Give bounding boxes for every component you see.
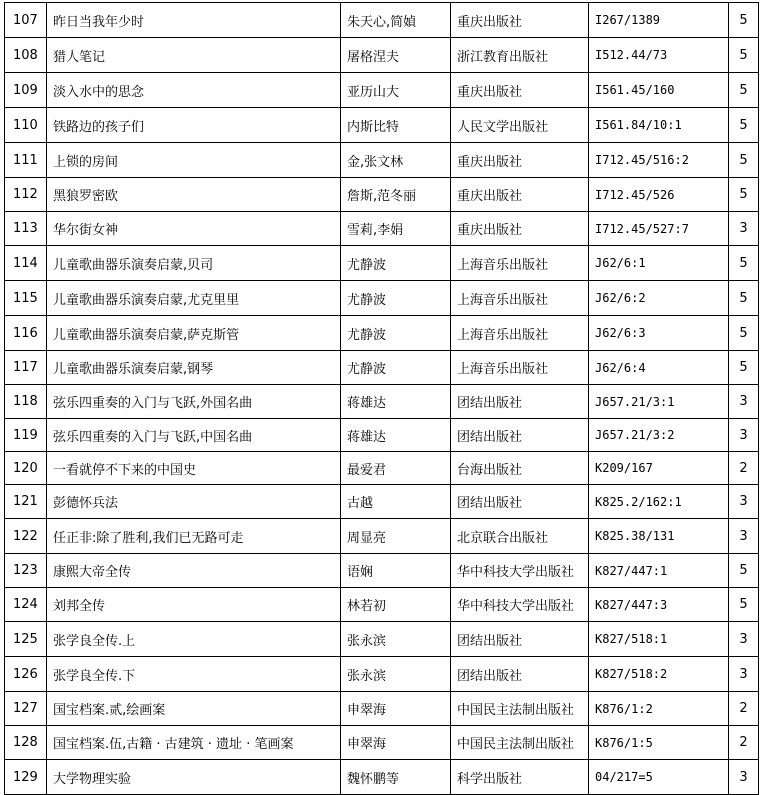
book-title: 猎人笔记 <box>47 38 341 73</box>
row-number: 107 <box>5 3 47 38</box>
row-number: 122 <box>5 519 47 554</box>
table-row <box>5 212 759 246</box>
table-row <box>5 588 759 622</box>
book-copies: 3 <box>729 657 759 692</box>
book-copies: 2 <box>729 692 759 726</box>
book-publisher: 科学出版社 <box>451 760 589 795</box>
book-call-number: I712.45/516:2 <box>589 143 729 178</box>
row-number: 108 <box>5 38 47 73</box>
book-call-number: J62/6:2 <box>589 281 729 316</box>
table-row <box>5 692 759 726</box>
book-title: 刘邦全传 <box>47 588 341 622</box>
book-title: 铁路边的孩子们 <box>47 108 341 143</box>
row-number: 128 <box>5 726 47 760</box>
book-call-number: K827/447:3 <box>589 588 729 622</box>
book-author: 雪莉,李娟 <box>341 212 451 246</box>
book-copies: 5 <box>729 178 759 212</box>
book-author: 尤静波 <box>341 281 451 316</box>
row-number: 121 <box>5 485 47 519</box>
table-row <box>5 419 759 452</box>
book-title: 淡入水中的思念 <box>47 73 341 108</box>
book-author: 申翠海 <box>341 692 451 726</box>
book-copies: 5 <box>729 73 759 108</box>
row-number: 125 <box>5 622 47 657</box>
book-call-number: J657.21/3:2 <box>589 419 729 452</box>
book-title: 大学物理实验 <box>47 760 341 795</box>
book-title: 任正非:除了胜利,我们已无路可走 <box>47 519 341 554</box>
book-title: 儿童歌曲器乐演奏启蒙,贝司 <box>47 246 341 281</box>
book-author: 蒋雄达 <box>341 419 451 452</box>
book-call-number: J657.21/3:1 <box>589 385 729 419</box>
book-publisher: 团结出版社 <box>451 485 589 519</box>
row-number: 118 <box>5 385 47 419</box>
table-row <box>5 143 759 178</box>
book-call-number: K876/1:2 <box>589 692 729 726</box>
row-number: 126 <box>5 657 47 692</box>
book-publisher: 上海音乐出版社 <box>451 351 589 385</box>
book-copies: 3 <box>729 519 759 554</box>
table-row <box>5 519 759 554</box>
book-title: 儿童歌曲器乐演奏启蒙,钢琴 <box>47 351 341 385</box>
book-title: 弦乐四重奏的入门与飞跃,中国名曲 <box>47 419 341 452</box>
book-copies: 5 <box>729 351 759 385</box>
row-number: 114 <box>5 246 47 281</box>
book-call-number: K827/447:1 <box>589 554 729 588</box>
book-publisher: 人民文学出版社 <box>451 108 589 143</box>
book-author: 尤静波 <box>341 246 451 281</box>
table-row <box>5 108 759 143</box>
book-copies: 3 <box>729 760 759 795</box>
table-row <box>5 38 759 73</box>
book-call-number: I512.44/73 <box>589 38 729 73</box>
book-author: 张永滨 <box>341 657 451 692</box>
book-title: 国宝档案.贰,绘画案 <box>47 692 341 726</box>
book-publisher: 团结出版社 <box>451 385 589 419</box>
book-author: 蒋雄达 <box>341 385 451 419</box>
row-number: 112 <box>5 178 47 212</box>
book-publisher: 中国民主法制出版社 <box>451 692 589 726</box>
book-publisher: 重庆出版社 <box>451 3 589 38</box>
book-title: 弦乐四重奏的入门与飞跃,外国名曲 <box>47 385 341 419</box>
table-row <box>5 760 759 795</box>
table-row <box>5 554 759 588</box>
book-title: 华尔街女神 <box>47 212 341 246</box>
book-author: 张永滨 <box>341 622 451 657</box>
book-publisher: 华中科技大学出版社 <box>451 588 589 622</box>
book-title: 一看就停不下来的中国史 <box>47 452 341 485</box>
book-call-number: K876/1:5 <box>589 726 729 760</box>
book-call-number: I712.45/527:7 <box>589 212 729 246</box>
book-author: 周显亮 <box>341 519 451 554</box>
book-publisher: 上海音乐出版社 <box>451 316 589 351</box>
book-copies: 5 <box>729 38 759 73</box>
table-row <box>5 3 759 38</box>
book-author: 内斯比特 <box>341 108 451 143</box>
row-number: 115 <box>5 281 47 316</box>
book-title: 儿童歌曲器乐演奏启蒙,尤克里里 <box>47 281 341 316</box>
book-publisher: 重庆出版社 <box>451 178 589 212</box>
book-copies: 5 <box>729 3 759 38</box>
book-call-number: K825.2/162:1 <box>589 485 729 519</box>
book-publisher: 团结出版社 <box>451 622 589 657</box>
book-author: 语娴 <box>341 554 451 588</box>
book-copies: 3 <box>729 622 759 657</box>
book-publisher: 重庆出版社 <box>451 212 589 246</box>
table-row <box>5 281 759 316</box>
row-number: 109 <box>5 73 47 108</box>
book-author: 尤静波 <box>341 351 451 385</box>
table-row <box>5 485 759 519</box>
book-copies: 3 <box>729 385 759 419</box>
book-title: 黑狼罗密欧 <box>47 178 341 212</box>
row-number: 111 <box>5 143 47 178</box>
book-publisher: 中国民主法制出版社 <box>451 726 589 760</box>
row-number: 110 <box>5 108 47 143</box>
book-author: 金,张文林 <box>341 143 451 178</box>
book-publisher: 华中科技大学出版社 <box>451 554 589 588</box>
book-author: 詹斯,范冬丽 <box>341 178 451 212</box>
book-title: 张学良全传.下 <box>47 657 341 692</box>
book-call-number: I712.45/526 <box>589 178 729 212</box>
book-title: 上锁的房间 <box>47 143 341 178</box>
book-copies: 5 <box>729 246 759 281</box>
book-copies: 3 <box>729 485 759 519</box>
book-copies: 5 <box>729 554 759 588</box>
table-row <box>5 385 759 419</box>
book-copies: 5 <box>729 108 759 143</box>
book-title: 国宝档案.伍,古籍 · 古建筑 · 遗址 · 笔画案 <box>47 726 341 760</box>
table-row <box>5 726 759 760</box>
book-publisher: 重庆出版社 <box>451 143 589 178</box>
row-number: 127 <box>5 692 47 726</box>
book-copies: 2 <box>729 452 759 485</box>
book-call-number: I561.84/10:1 <box>589 108 729 143</box>
row-number: 124 <box>5 588 47 622</box>
book-copies: 3 <box>729 419 759 452</box>
book-list-table <box>4 2 759 795</box>
table-row <box>5 452 759 485</box>
table-row <box>5 316 759 351</box>
book-author: 亚历山大 <box>341 73 451 108</box>
book-author: 古越 <box>341 485 451 519</box>
book-title: 彭德怀兵法 <box>47 485 341 519</box>
book-author: 朱天心,简媜 <box>341 3 451 38</box>
book-publisher: 浙江教育出版社 <box>451 38 589 73</box>
book-call-number: K209/167 <box>589 452 729 485</box>
row-number: 129 <box>5 760 47 795</box>
book-copies: 3 <box>729 212 759 246</box>
book-call-number: J62/6:4 <box>589 351 729 385</box>
table-row <box>5 178 759 212</box>
book-call-number: I267/1389 <box>589 3 729 38</box>
book-copies: 5 <box>729 143 759 178</box>
book-publisher: 上海音乐出版社 <box>451 246 589 281</box>
book-publisher: 北京联合出版社 <box>451 519 589 554</box>
book-call-number: K825.38/131 <box>589 519 729 554</box>
book-author: 最爱君 <box>341 452 451 485</box>
row-number: 116 <box>5 316 47 351</box>
book-author: 林若初 <box>341 588 451 622</box>
table-row <box>5 351 759 385</box>
book-call-number: K827/518:1 <box>589 622 729 657</box>
book-copies: 5 <box>729 281 759 316</box>
book-author: 申翠海 <box>341 726 451 760</box>
table-row <box>5 73 759 108</box>
book-publisher: 团结出版社 <box>451 419 589 452</box>
row-number: 113 <box>5 212 47 246</box>
book-call-number: I561.45/160 <box>589 73 729 108</box>
book-author: 尤静波 <box>341 316 451 351</box>
book-title: 康熙大帝全传 <box>47 554 341 588</box>
book-author: 魏怀鹏等 <box>341 760 451 795</box>
book-title: 张学良全传.上 <box>47 622 341 657</box>
table-row <box>5 657 759 692</box>
row-number: 117 <box>5 351 47 385</box>
book-publisher: 上海音乐出版社 <box>451 281 589 316</box>
book-copies: 2 <box>729 726 759 760</box>
row-number: 120 <box>5 452 47 485</box>
book-copies: 5 <box>729 588 759 622</box>
book-publisher: 重庆出版社 <box>451 73 589 108</box>
table-row <box>5 622 759 657</box>
row-number: 119 <box>5 419 47 452</box>
book-call-number: J62/6:3 <box>589 316 729 351</box>
book-call-number: J62/6:1 <box>589 246 729 281</box>
book-publisher: 团结出版社 <box>451 657 589 692</box>
table-row <box>5 246 759 281</box>
book-copies: 5 <box>729 316 759 351</box>
book-title: 昨日当我年少时 <box>47 3 341 38</box>
book-publisher: 台海出版社 <box>451 452 589 485</box>
book-list-body <box>5 3 759 795</box>
book-author: 屠格涅夫 <box>341 38 451 73</box>
book-title: 儿童歌曲器乐演奏启蒙,萨克斯管 <box>47 316 341 351</box>
row-number: 123 <box>5 554 47 588</box>
book-call-number: K827/518:2 <box>589 657 729 692</box>
book-call-number: 04/217=5 <box>589 760 729 795</box>
